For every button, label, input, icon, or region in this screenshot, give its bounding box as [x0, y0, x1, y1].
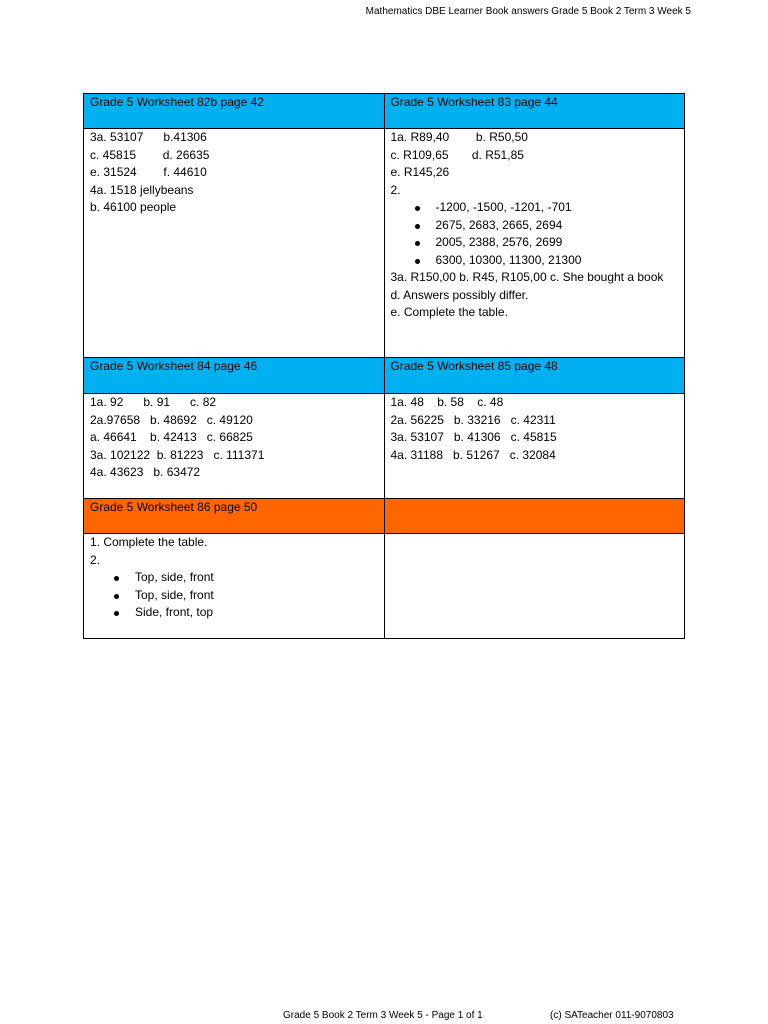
- bullet-item: 2675, 2683, 2665, 2694: [436, 217, 679, 235]
- worksheet-85-answers: [384, 394, 685, 499]
- answer-line: 1a. 48 b. 58 c. 48: [390, 395, 504, 409]
- worksheet-85-header: Grade 5 Worksheet 85 page 48: [384, 358, 685, 394]
- answer-line: 2.: [90, 552, 101, 567]
- answer-line: 4a. 1518 jellybeans: [90, 182, 194, 197]
- bullet-item: Side, front, top: [135, 604, 378, 622]
- answer-line: e. R145,26: [390, 165, 450, 179]
- bullet-item: 6300, 10300, 11300, 21300: [436, 252, 679, 270]
- answer-bullet-list: [90, 569, 378, 622]
- worksheet-answers-table: [83, 93, 685, 639]
- worksheet-86-answers: [84, 534, 385, 639]
- empty-orange-header: [384, 499, 685, 534]
- worksheet-82b-header: Grade 5 Worksheet 82b page 42: [84, 94, 385, 129]
- answer-line: c. R109,65 d. R51,85: [390, 147, 524, 162]
- answer-line: e. Complete the table.: [390, 305, 508, 319]
- answer-line: 3a. 102122 b. 81223 c. 111371: [90, 447, 265, 462]
- answer-line: 1a. R89,40 b. R50,50: [390, 130, 528, 144]
- worksheet-83-header: Grade 5 Worksheet 83 page 44: [384, 94, 685, 129]
- answer-line: 1a. 92 b. 91 c. 82: [90, 395, 217, 409]
- bullet-item: 2005, 2388, 2576, 2699: [436, 234, 679, 252]
- answer-line: a. 46641 b. 42413 c. 66825: [90, 430, 253, 444]
- empty-answer-cell: [384, 534, 685, 639]
- answer-line: 2.: [390, 182, 401, 197]
- worksheet-86-header: Grade 5 Worksheet 86 page 50: [84, 499, 385, 534]
- answer-line: d. Answers possibly differ.: [390, 287, 529, 302]
- worksheet-83-answers: [384, 129, 685, 358]
- worksheet-82b-answers: [84, 129, 385, 358]
- answer-line: b. 46100 people: [90, 200, 177, 214]
- answer-line: c. 45815 d. 26635: [90, 147, 210, 162]
- bullet-item: -1200, -1500, -1201, -701: [436, 199, 679, 217]
- answer-line: 4a. 31188 b. 51267 c. 32084: [390, 447, 556, 462]
- page-footer-right: (c) SATeacher 011-9070803: [550, 1010, 674, 1021]
- worksheet-84-answers: [84, 394, 385, 499]
- answer-line: 3a. 53107 b.41306: [90, 130, 207, 144]
- page-footer-left: Grade 5 Book 2 Term 3 Week 5 - Page 1 of 1: [283, 1010, 483, 1021]
- answer-bullet-list: [391, 199, 679, 269]
- answer-line: 3a. R150,00 b. R45, R105,00 c. She bought a book: [390, 270, 664, 284]
- answer-line: 3a. 53107 b. 41306 c. 45815: [390, 430, 557, 444]
- answer-line: 4a. 43623 b. 63472: [90, 465, 201, 479]
- page-header: Mathematics DBE Learner Book answers Grade 5 Book 2 Term 3 Week 5: [365, 6, 691, 17]
- answer-line: 1. Complete the table.: [90, 535, 208, 549]
- worksheet-84-header: Grade 5 Worksheet 84 page 46: [84, 358, 385, 394]
- bullet-item: Top, side, front: [135, 569, 378, 587]
- answer-line: e. 31524 f. 44610: [90, 165, 207, 179]
- answer-line: 2a. 56225 b. 33216 c. 42311: [390, 412, 556, 427]
- answer-line: 2a.97658 b. 48692 c. 49120: [90, 412, 253, 427]
- bullet-item: Top, side, front: [135, 587, 378, 605]
